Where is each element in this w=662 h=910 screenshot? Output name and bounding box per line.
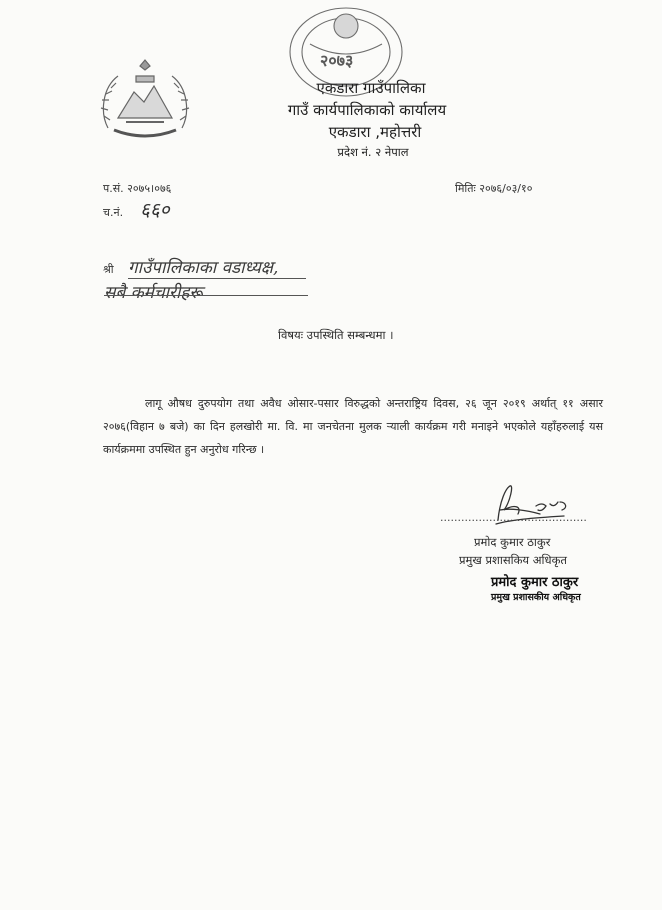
letter-date: मितिः २०७६/०३/१० (455, 182, 533, 195)
letter-subject: विषयः उपस्थिति सम्बन्धमा । (278, 328, 394, 342)
header-province: प्रदेश नं. २ नेपाल (337, 145, 409, 159)
svg-text:२०७३: २०७३ (320, 51, 354, 70)
reference-number: प.सं. २०७५।०७६ (103, 182, 172, 195)
signature-dotted-line: .......................................... (440, 511, 587, 524)
dispatch-number-value: ६६० (140, 199, 170, 221)
signatory-title: प्रमुख प्रशासकिय अधिकृत (459, 553, 567, 567)
addressee-underline (128, 278, 306, 279)
header-location: एकडारा ,महोत्तरी (328, 123, 422, 141)
seal-signatory-title: प्रमुख प्रशासकीय अधिकृत (491, 592, 581, 603)
letter-body: लागू औषध दुरुपयोग तथा अवैध ओसार-पसार विरुद्धको अन्तराष्ट्रिय दिवस, २६ जून २०१९ अर्थात् ११ असार २०७६(विहान ७ बजे) का दिन हलखोरी मा. वि. मा जनचेतना मुलक र्‍याली कार्यक्रम गरी मनाइने भएकोले यहाँहरुलाई यस कार्यक्रममा उपस्थित हुन अनुरोध गरिन्छ । (103, 397, 603, 456)
addressee-prefix: श्री (103, 263, 114, 276)
addressee-underline-2 (104, 295, 308, 296)
header-office-name: गाउँ कार्यपालिकाको कार्यालय (287, 101, 447, 119)
signatory-name: प्रमोद कुमार ठाकुर (474, 535, 551, 549)
addressee-line-1: गाउँपालिकाका वडाध्यक्ष, (128, 258, 279, 278)
header-municipality-name: एकडारा गाउँपालिका (316, 79, 426, 97)
dispatch-number-label: च.नं. (103, 206, 124, 219)
seal-signatory-name: प्रमोद कुमार ठाकुर (491, 575, 579, 590)
addressee-line-2: सबै कर्मचारीहरू (104, 283, 203, 303)
